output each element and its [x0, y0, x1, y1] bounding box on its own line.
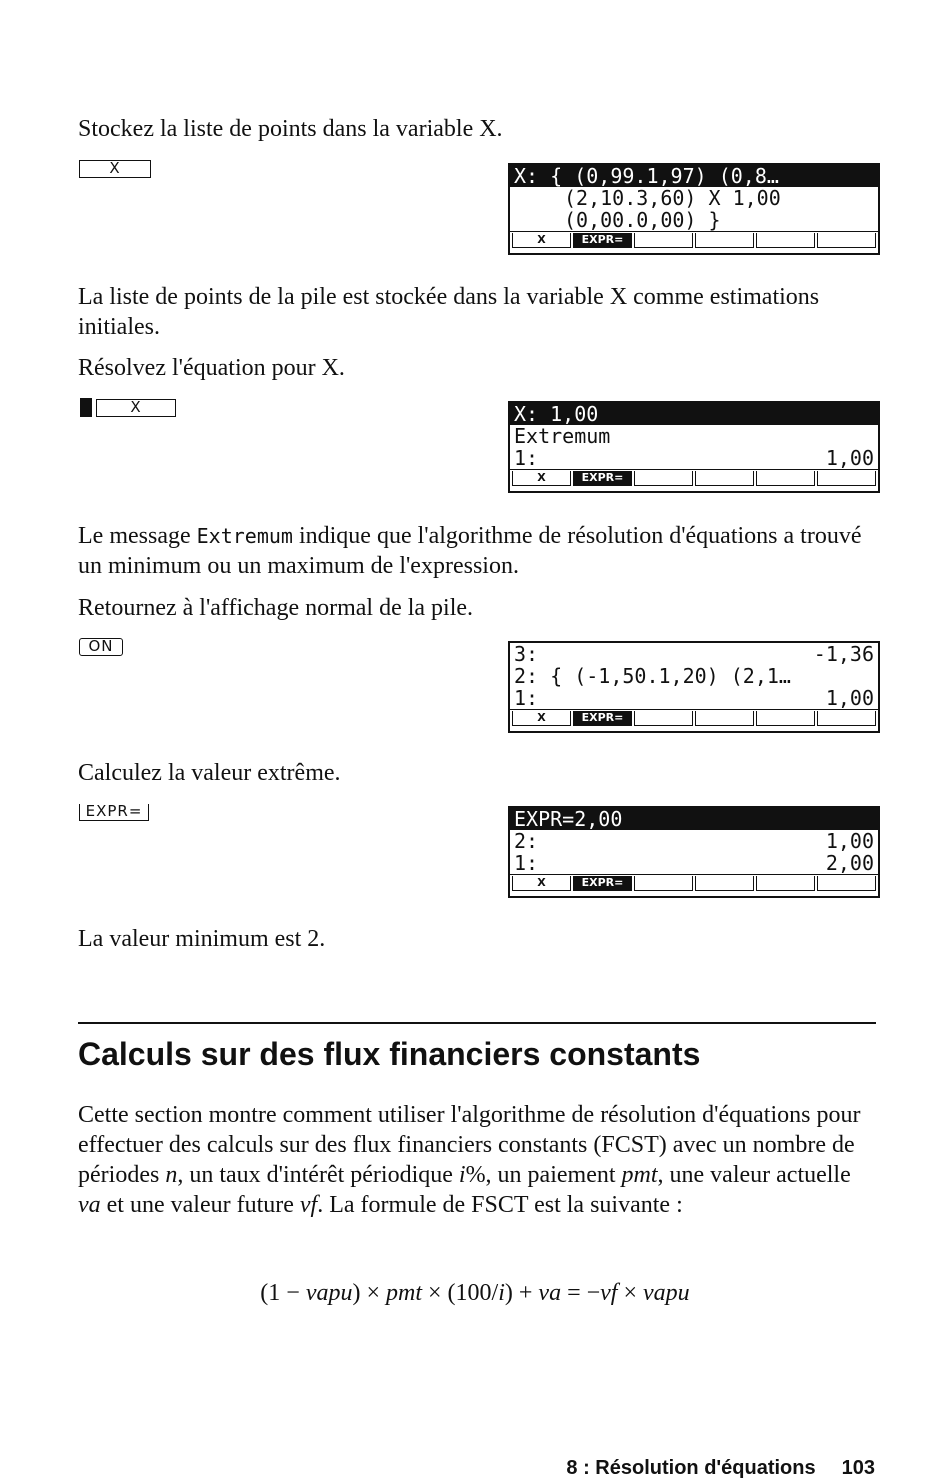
page-footer	[0, 1455, 875, 1481]
lcd-row: (2,10.3,60) X 1,00	[564, 187, 781, 209]
on-key[interactable]: ON	[79, 638, 123, 656]
lcd-row: 3: -1,36	[514, 643, 874, 665]
menu-key-empty[interactable]	[634, 471, 693, 486]
instruction-text: Stockez la liste de points dans la variable X.	[78, 116, 503, 142]
lcd-row: Extremum	[514, 425, 611, 447]
menu-key-x[interactable]: X	[512, 471, 571, 486]
menu-key-expr[interactable]: EXPR=	[573, 233, 632, 248]
lcd-row: EXPR=2,00	[510, 808, 878, 830]
chapter-title: 8 : Résolution d'équations	[566, 1457, 816, 1479]
result-text: La valeur minimum est 2.	[78, 926, 326, 952]
menu-bar	[510, 874, 878, 896]
menu-key-x[interactable]: X	[512, 876, 571, 891]
menu-key-empty[interactable]	[695, 711, 754, 726]
lcd-row: 1: 2,00	[514, 852, 874, 874]
code-text: Extremum	[196, 524, 293, 548]
page-number: 103	[841, 1457, 875, 1479]
menu-key-empty[interactable]	[817, 711, 876, 726]
expr-key[interactable]: EXPR=	[79, 804, 149, 821]
section-paragraph: Cette section montre comment utiliser l'algorithme de résolution d'équations pour effectuer des calculs sur des flux financiers constants (FCST) avec un nombre de périodes n, un taux d'intérêt périodique i%, un paiement pmt, une valeur actuelle va et une valeur future vf. La formule de FSCT est la suivante :	[78, 1102, 861, 1218]
menu-key-empty[interactable]	[695, 233, 754, 248]
formula: (1 − vapu) × pmt × (100/i) + va = −vf × vapu	[260, 1280, 690, 1306]
menu-key-empty[interactable]	[817, 471, 876, 486]
menu-key-empty[interactable]	[817, 876, 876, 891]
menu-bar	[510, 709, 878, 731]
lcd-row: X: 1,00	[510, 403, 878, 425]
instruction-text: Retournez à l'affichage normal de la pile.	[78, 595, 474, 621]
calculator-screen	[508, 163, 880, 255]
menu-key-empty[interactable]	[756, 233, 815, 248]
shift-key-icon[interactable]	[80, 398, 92, 417]
menu-key-empty[interactable]	[756, 876, 815, 891]
instruction-text: Résolvez l'équation pour X.	[78, 355, 345, 381]
menu-key-empty[interactable]	[695, 876, 754, 891]
menu-key-expr[interactable]: EXPR=	[573, 711, 632, 726]
x-key[interactable]: X	[96, 399, 176, 417]
lcd-row: 1: 1,00	[514, 447, 874, 469]
menu-bar	[510, 469, 878, 491]
lcd-row: 1: 1,00	[514, 687, 874, 709]
instruction-text: Calculez la valeur extrême.	[78, 760, 341, 786]
calculator-screen	[508, 806, 880, 898]
menu-key-x[interactable]: X	[512, 711, 571, 726]
lcd-row: 2: { (-1,50.1,20) (2,1…	[514, 665, 791, 687]
menu-key-empty[interactable]	[634, 876, 693, 891]
menu-key-empty[interactable]	[756, 471, 815, 486]
calculator-screen	[508, 401, 880, 493]
lcd-row: 2: 1,00	[514, 830, 874, 852]
lcd-row: X: { (0,99.1,97) (0,8…	[510, 165, 878, 187]
lcd-row: (0,00.0,00) }	[564, 209, 721, 231]
menu-bar	[510, 231, 878, 253]
x-key[interactable]: X	[79, 160, 151, 178]
calculator-screen	[508, 641, 880, 733]
section-divider	[78, 1022, 876, 1024]
menu-key-x[interactable]: X	[512, 233, 571, 248]
menu-key-empty[interactable]	[756, 711, 815, 726]
menu-key-expr[interactable]: EXPR=	[573, 471, 632, 486]
explanation-text: La liste de points de la pile est stockée dans la variable X comme estimations initiales.	[78, 284, 820, 340]
menu-key-empty[interactable]	[634, 233, 693, 248]
menu-key-empty[interactable]	[634, 711, 693, 726]
menu-key-empty[interactable]	[695, 471, 754, 486]
menu-key-expr[interactable]: EXPR=	[573, 876, 632, 891]
menu-key-empty[interactable]	[817, 233, 876, 248]
section-heading: Calculs sur des flux financiers constants	[78, 1036, 701, 1072]
explanation-text: Le message Extremum indique que l'algorithme de résolution d'équations a trouvé un minimum ou un maximum de l'expression.	[78, 523, 862, 579]
